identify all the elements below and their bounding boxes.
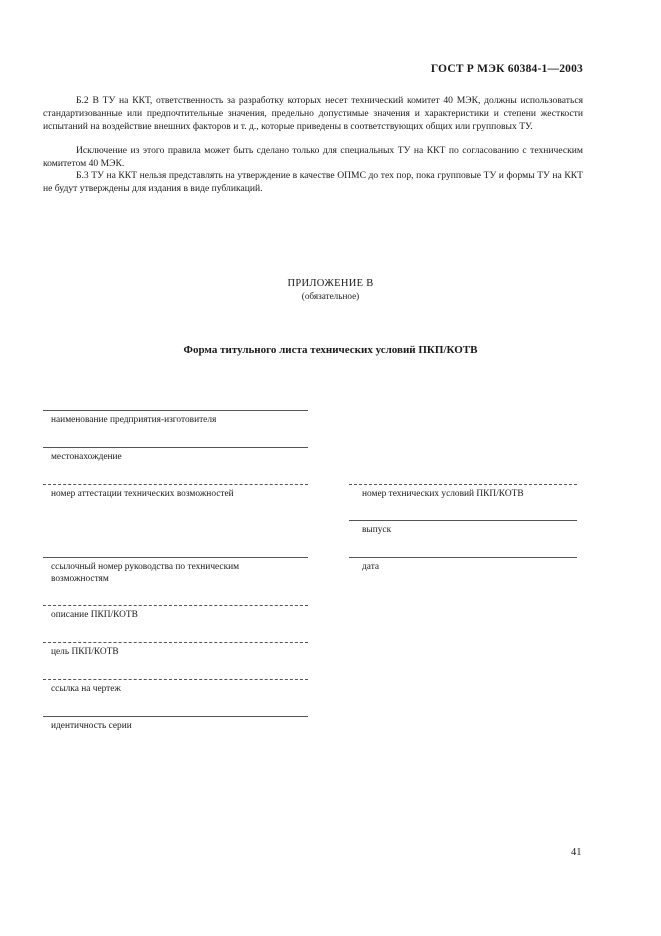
paragraph-b3: Б.3 ТУ на ККТ нельзя представлять на утверждение в качестве ОПМС до тех пор, пока групповые ТУ и формы ТУ на ККТ не будут утверждены для издания в виде публикаций.: [43, 170, 583, 194]
document-header: ГОСТ Р МЭК 60384-1—2003: [430, 63, 583, 75]
paragraph-b2: Б.2 В ТУ на ККТ, ответственность за разработку которых несет технический комитет 40 МЭК, должны использоваться стандартизованные или предпочтительные значения, предельно допустимые значения и характеристики и степени жесткости испытаний на воздействие внешних факторов и т. д., которые приведены в соответствующих общих или групповых ТУ.: [43, 95, 583, 132]
field-label-description: описание ПКП/КОТВ: [51, 610, 138, 620]
form-title: Форма титульного листа технических условий ПКП/КОТВ: [183, 344, 478, 356]
field-line: [349, 557, 577, 558]
field-label-attestation-number: номер аттестации технических возможностей: [51, 489, 234, 499]
field-label-drawing-reference: ссылка на чертеж: [51, 684, 121, 694]
field-line: [43, 679, 308, 680]
field-line: [43, 484, 308, 485]
appendix-title: ПРИЛОЖЕНИЕ В: [287, 278, 374, 289]
field-line: [43, 605, 308, 606]
field-label-purpose: цель ПКП/КОТВ: [51, 647, 119, 657]
field-label-manufacturer: наименование предприятия-изготовителя: [51, 415, 217, 425]
field-line: [43, 642, 308, 643]
field-label-series-identity: идентичность серии: [51, 721, 132, 731]
appendix-subtitle: (обязательное): [301, 291, 360, 301]
page-number: 41: [571, 847, 582, 858]
field-line: [349, 484, 577, 485]
field-line: [349, 520, 577, 521]
field-label-location: местонахождение: [51, 452, 122, 462]
field-line: [43, 716, 308, 717]
field-label-date: дата: [362, 562, 380, 572]
field-line: [43, 557, 308, 558]
field-line: [43, 447, 308, 448]
field-line: [43, 410, 308, 411]
field-label-issue: выпуск: [362, 525, 392, 535]
field-label-guide-reference: ссылочный номер руководства по техническим возможностям: [51, 562, 240, 584]
field-label-spec-number: номер технических условий ПКП/КОТВ: [362, 489, 524, 499]
paragraph-exception: Исключение из этого правила может быть сделано только для специальных ТУ на ККТ по согласованию с техническим комитетом 40 МЭК.: [43, 145, 583, 169]
